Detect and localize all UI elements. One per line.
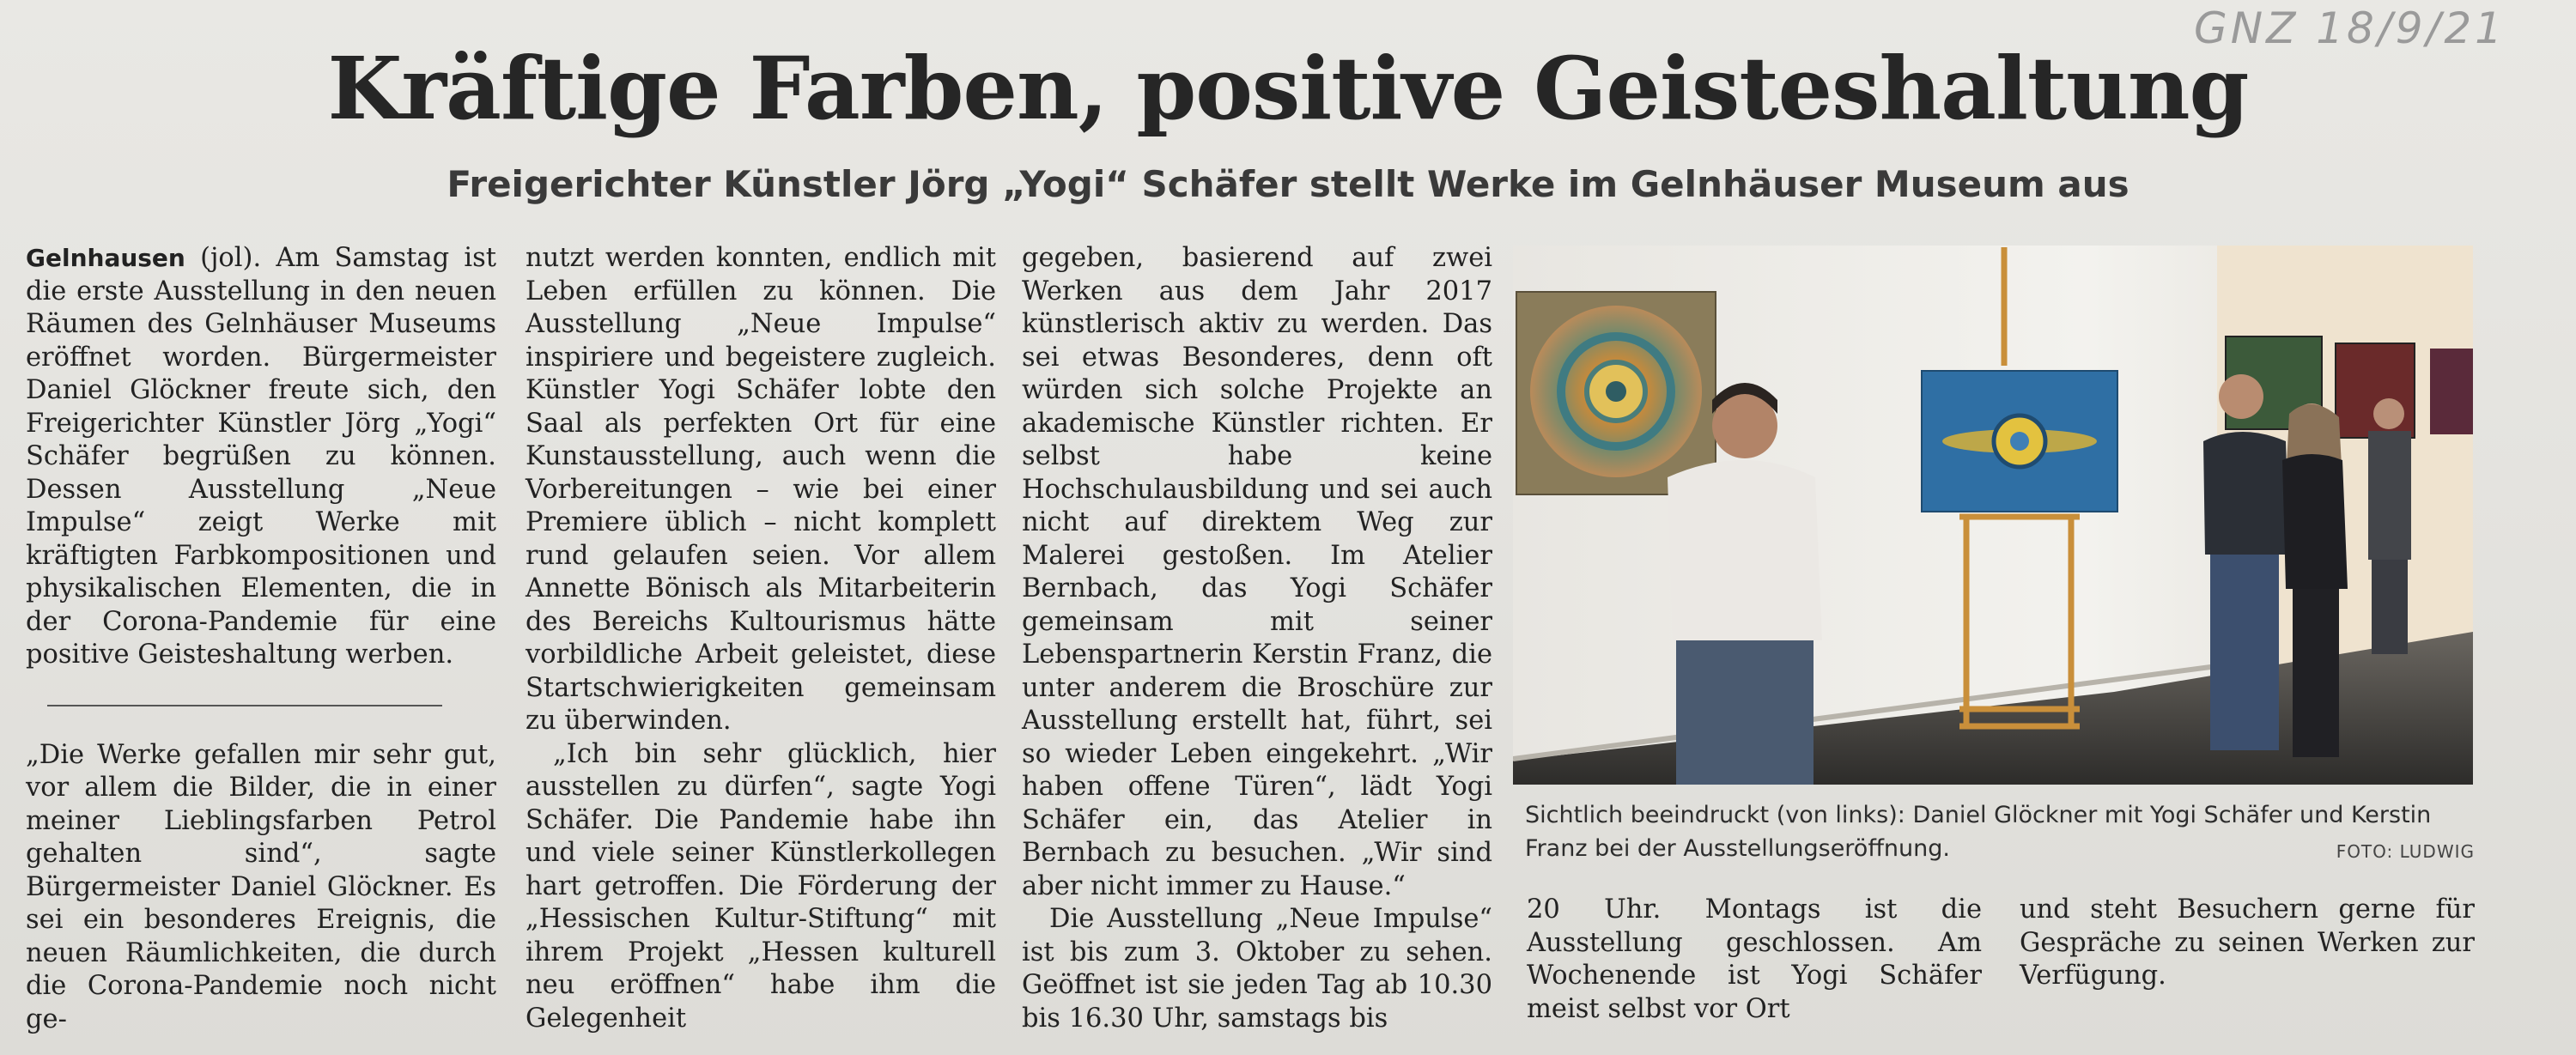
paragraph-text: (jol). Am Samstag ist die erste Ausstellung in den neuen Räumen des Gelnhäuser Museums eröffnet worden. Bürgermeister Daniel Glöckner freute sich, den Freigerichter Künstler Jörg „Yogi“ Schäfer begrüßen zu können. Dessen Ausstellung „Neue Impulse“ zeigt Werke mit kräftigten Farbkompositionen und physikalischen Elementen, die in der Corona-Pandemie für eine positive Geisteshaltung werben.: [26, 243, 496, 670]
painting-mandala: [1516, 292, 1716, 494]
text-column-2: [526, 242, 996, 1035]
paragraph: 20 Uhr. Montags ist die Ausstellung geschlossen. Am Wochenende ist Yogi Schäfer meist selbst vor Ort: [1527, 894, 1982, 1024]
text-column-1: [26, 242, 496, 1036]
person-background-visitor: [2368, 398, 2411, 654]
paragraph: [26, 242, 496, 672]
article-headline: Kräftige Farben, positive Geisteshaltung: [327, 38, 2249, 139]
dateline: Gelnhausen: [26, 244, 185, 272]
paragraph: Die Ausstellung „Neue Impulse“ ist bis zum 3. Oktober zu sehen. Geöffnet ist sie jeden Tag ab 10.30 bis 16.30 Uhr, samstags bis: [1022, 904, 1492, 1034]
article-subheadline: Freigerichter Künstler Jörg „Yogi“ Schäfer stellt Werke im Gelnhäuser Museum aus: [447, 163, 2129, 205]
painting-green: [2226, 337, 2473, 438]
paragraph: „Ich bin sehr glücklich, hier ausstellen zu dürfen“, sagte Yogi Schäfer. Die Pandemie habe ihn und viele seiner Künstlerkollegen hart getroffen. Die Förderung der „Hessischen Kultur-Stiftung“ mit ihrem Projekt „Hessen kulturell neu eröffnen“ habe ihm die Gelegenheit: [526, 738, 996, 1034]
photo-illustration: [1513, 246, 2473, 785]
text-column-3: [1022, 242, 1492, 1035]
photo-credit: FOTO: LUDWIG: [2336, 841, 2475, 862]
text-column-5: [2020, 894, 2475, 993]
painting-blue: [1922, 371, 2117, 512]
text-column-4: [1527, 894, 1982, 1026]
handwritten-note: GNZ 18/9/21: [2193, 3, 2506, 53]
paragraph: nutzt werden konnten, endlich mit Leben erfüllen zu können. Die Ausstellung „Neue Impulse“ inspiriere und begeistere zugleich. Künstler Yogi Schäfer lobte den Saal als perfekten Ort für eine Kunstausstellung, auch wenn die Vorbereitungen – wie bei einer Premiere üblich – nicht komplett rund gelaufen seien. Vor allem Annette Bönisch als Mitarbeiterin des Bereichs Kultourismus hätte vorbildliche Arbeit geleistet, diese Startschwierigkeiten gemeinsam zu überwinden.: [526, 243, 996, 736]
paragraph: gegeben, basierend auf zwei Werken aus dem Jahr 2017 künstlerisch aktiv zu werden. Das sei etwas Besonderes, denn oft würden sich solche Projekte an akademische Künstler richten. Er selbst habe keine Hochschulausbildung und sei auch nicht auf direktem Weg zur Malerei gestoßen. Im Atelier Bernbach, das Yogi Schäfer gemeinsam mit seiner Lebenspartnerin Kerstin Franz, die unter anderem die Broschüre zur Ausstellung erstellt hat, führt, sei so wieder Leben eingekehrt. „Wir haben offene Türen“, lädt Yogi Schäfer ein, das Atelier in Bernbach zu besuchen. „Wir sind aber nicht immer zu Hause.“: [1022, 243, 1492, 901]
column-divider: [47, 705, 442, 706]
exhibition-photo: [1513, 246, 2473, 785]
paragraph: „Die Werke gefallen mir sehr gut, vor allem die Bilder, die in einer meiner Lieblingsfarben Petrol gehalten sind“, sagte Bürgermeister Daniel Glöckner. Es sei ein besonderes Ereignis, die neuen Räumlichkeiten, die durch die Corona-Pandemie noch nicht ge-: [26, 739, 496, 1034]
paragraph: und steht Besuchern gerne für Gespräche zu seinen Werken zur Verfügung.: [2020, 894, 2475, 991]
photo-caption: Sichtlich beeindruckt (von links): Daniel Glöckner mit Yogi Schäfer und Kerstin Franz bei der Ausstellungseröffnung.: [1525, 802, 2432, 862]
